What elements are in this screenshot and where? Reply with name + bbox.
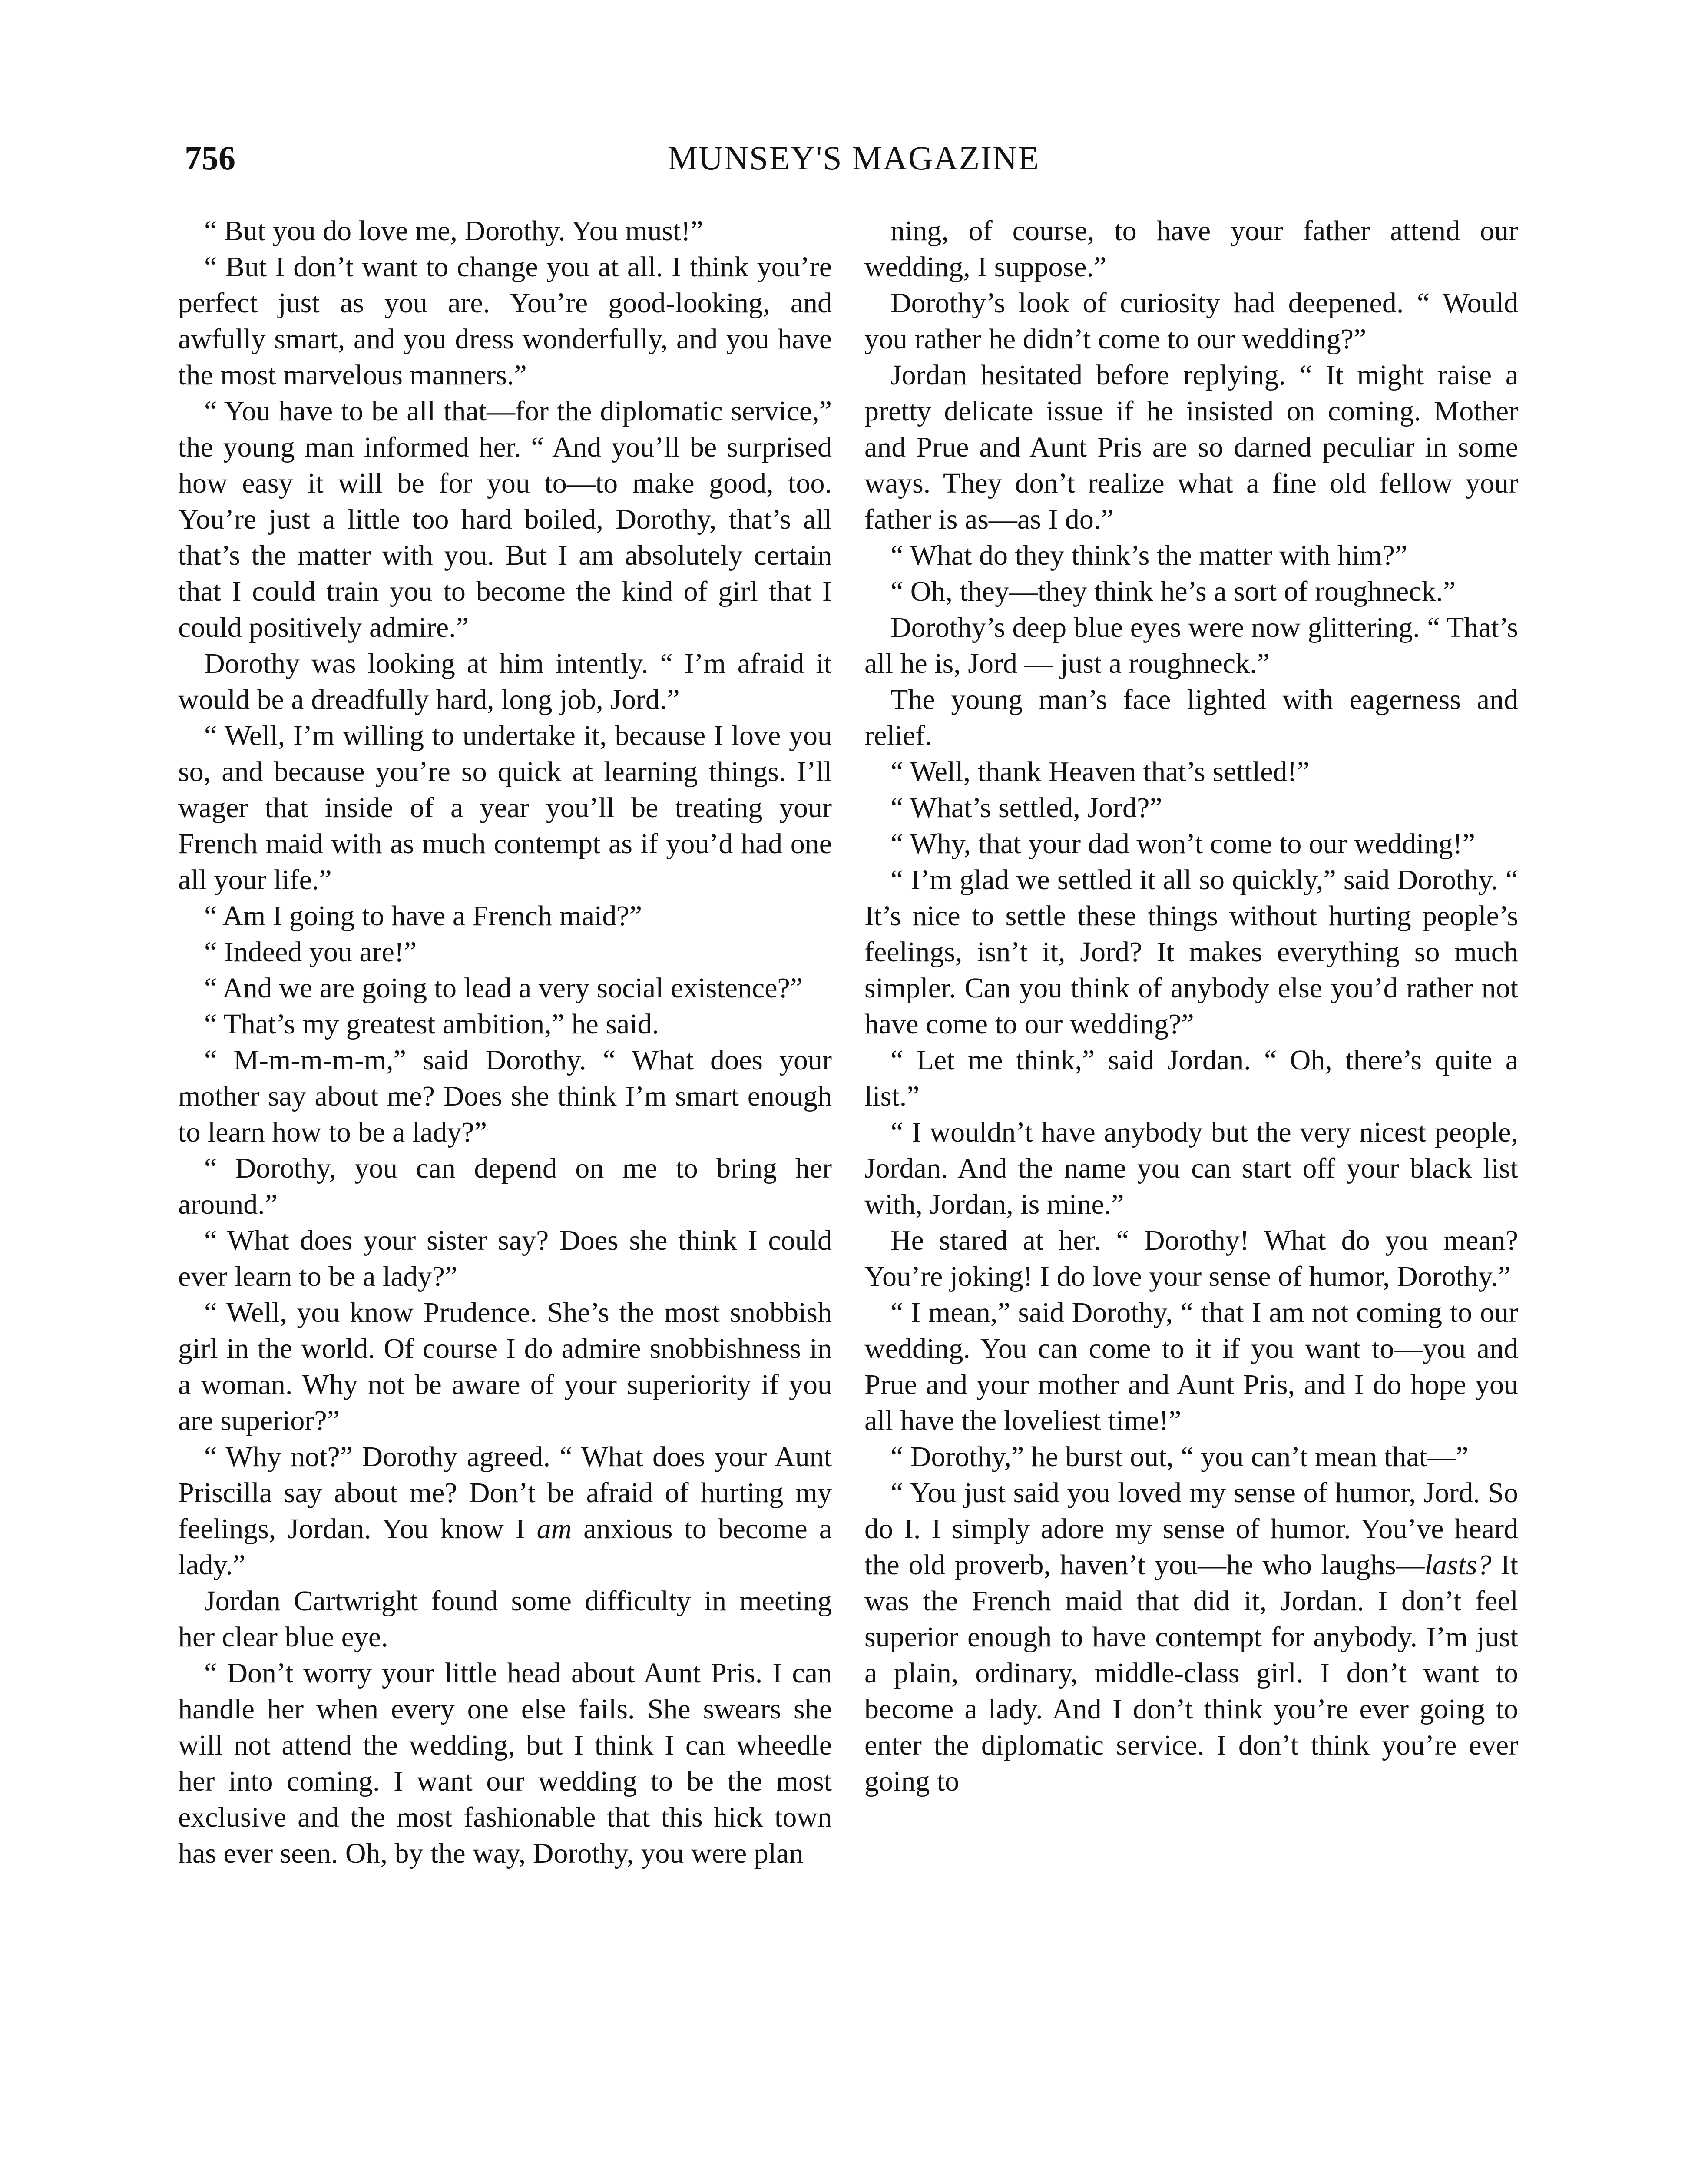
paragraph: “ What does your sister say? Does she think I could ever learn to be a lady?” <box>178 1225 832 1292</box>
paragraph: Dorothy was looking at him intently. “ I’m afraid it would be a dreadfully hard, long job, Jord.” <box>178 648 832 715</box>
paragraph: “ Oh, they—they think he’s a sort of roughneck.” <box>890 576 1456 607</box>
paragraph: Dorothy’s deep blue eyes were now glittering. “ That’s all he is, Jord — just a roughneck.” <box>864 612 1518 679</box>
paragraph: “ I mean,” said Dorothy, “ that I am not coming to our wedding. You can come to it if you want to—you and Prue and your mother and Aunt Pris, and I do hope you all have the loveliest time!” <box>864 1297 1518 1437</box>
paragraph: Jordan Cartwright found some difficulty in meeting her clear blue eye. <box>178 1585 832 1653</box>
paragraph: “ What do they think’s the matter with him?” <box>890 540 1408 571</box>
paragraph: “ I’m glad we settled it all so quickly,” said Dorothy. “ It’s nice to settle these things without hurting people’s feelings, isn’t it, Jord? It makes everything so much simpler. Can you think of anybody else you’d rather not have come to our wedding?” <box>864 864 1518 1040</box>
paragraph: “ You have to be all that—for the diplomatic service,” the young man informed her. “ And you’ll be surprised how easy it will be for you to—to make good, too. You’re just a little too hard boiled, Dorothy, that’s all that’s the matter with you. But I am absolutely certain that I could train you to become the kind of girl that I could positively admire.” <box>178 395 832 643</box>
paragraph: “ But you do love me, Dorothy. You must!” <box>204 215 703 247</box>
paragraph: “ Don’t worry your little head about Aunt Pris. I can handle her when every one else fails. She swears she will not attend the wedding, but I think I can wheedle her into coming. I want our wedding to be the most exclusive and the most fashionable that this hick town has ever seen. Oh, by the way, Dorothy, you were plan <box>178 1657 832 1869</box>
emphasis: am <box>536 1513 572 1545</box>
paragraph: “ I wouldn’t have anybody but the very nicest people, Jordan. And the name you can start off your black list with, Jordan, is mine.” <box>864 1116 1518 1220</box>
paragraph: “ Well, you know Prudence. She’s the most snobbish girl in the world. Of course I do admire snobbishness in a woman. Why not be aware of your superiority if you are superior?” <box>178 1297 832 1437</box>
paragraph: “ Am I going to have a French maid?” <box>204 900 642 932</box>
paragraph: “ That’s my greatest ambition,” he said. <box>204 1008 659 1040</box>
paragraph: “ And we are going to lead a very social existence?” <box>204 972 803 1004</box>
paragraph: The young man’s face lighted with eagerness and relief. <box>864 684 1518 752</box>
page-number: 756 <box>185 139 235 177</box>
paragraph: Jordan hesitated before replying. “ It might raise a pretty delicate issue if he insisted on coming. Mother and Prue and Aunt Pris are so darned peculiar in some ways. They don’t realize what a fine old fellow your father is as—as I do.” <box>864 359 1518 535</box>
paragraph: “ Let me think,” said Jordan. “ Oh, there’s quite a list.” <box>864 1044 1518 1112</box>
text-column-right <box>864 213 1518 1799</box>
paragraph: “ Dorothy,” he burst out, “ you can’t mean that—” <box>890 1441 1469 1473</box>
paragraph: He stared at her. “ Dorothy! What do you mean? You’re joking! I do love your sense of humor, Dorothy.” <box>864 1225 1518 1292</box>
paragraph: “ Why not?” Dorothy agreed. “ What does your Aunt Priscilla say about me? Don’t be afraid of hurting my feelings, Jordan. You know I am anxious to become a lady.” <box>178 1441 832 1581</box>
paragraph: “ Why, that your dad won’t come to our wedding!” <box>890 828 1475 860</box>
paragraph: “ Indeed you are!” <box>204 936 417 968</box>
paragraph: “ Well, I’m willing to undertake it, because I love you so, and because you’re so quick at learning things. I’ll wager that inside of a year you’ll be treating your French maid with as much contempt as if you’d had one all your life.” <box>178 720 832 896</box>
paragraph: “ M-m-m-m-m,” said Dorothy. “ What does your mother say about me? Does she think I’m smart enough to learn how to be a lady?” <box>178 1044 832 1148</box>
paragraph: “ What’s settled, Jord?” <box>890 792 1162 824</box>
paragraph: Dorothy’s look of curiosity had deepened. “ Would you rather he didn’t come to our wedding?” <box>864 287 1518 355</box>
paragraph: “ But I don’t want to change you at all. I think you’re perfect just as you are. You’re good-looking, and awfully smart, and you dress wonderfully, and you have the most marvelous manners.” <box>178 251 832 391</box>
paragraph: “ You just said you loved my sense of humor, Jord. So do I. I simply adore my sense of humor. You’ve heard the old proverb, haven’t you—he who laughs—lasts? It was the French maid that did it, Jordan. I don’t feel superior enough to have contempt for anybody. I’m just a plain, ordinary, middle-class girl. I don’t want to become a lady. And I don’t think you’re ever going to enter the diplomatic service. I don’t think you’re ever going to <box>864 1477 1518 1797</box>
running-head: MUNSEY'S MAGAZINE <box>667 139 1040 177</box>
paragraph: “ Dorothy, you can depend on me to bring her around.” <box>178 1152 832 1220</box>
emphasis: lasts? <box>1424 1549 1492 1581</box>
text-column-left <box>178 213 832 1871</box>
paragraph: ning, of course, to have your father attend our wedding, I suppose.” <box>864 215 1518 283</box>
paragraph: “ Well, thank Heaven that’s settled!” <box>890 756 1310 788</box>
